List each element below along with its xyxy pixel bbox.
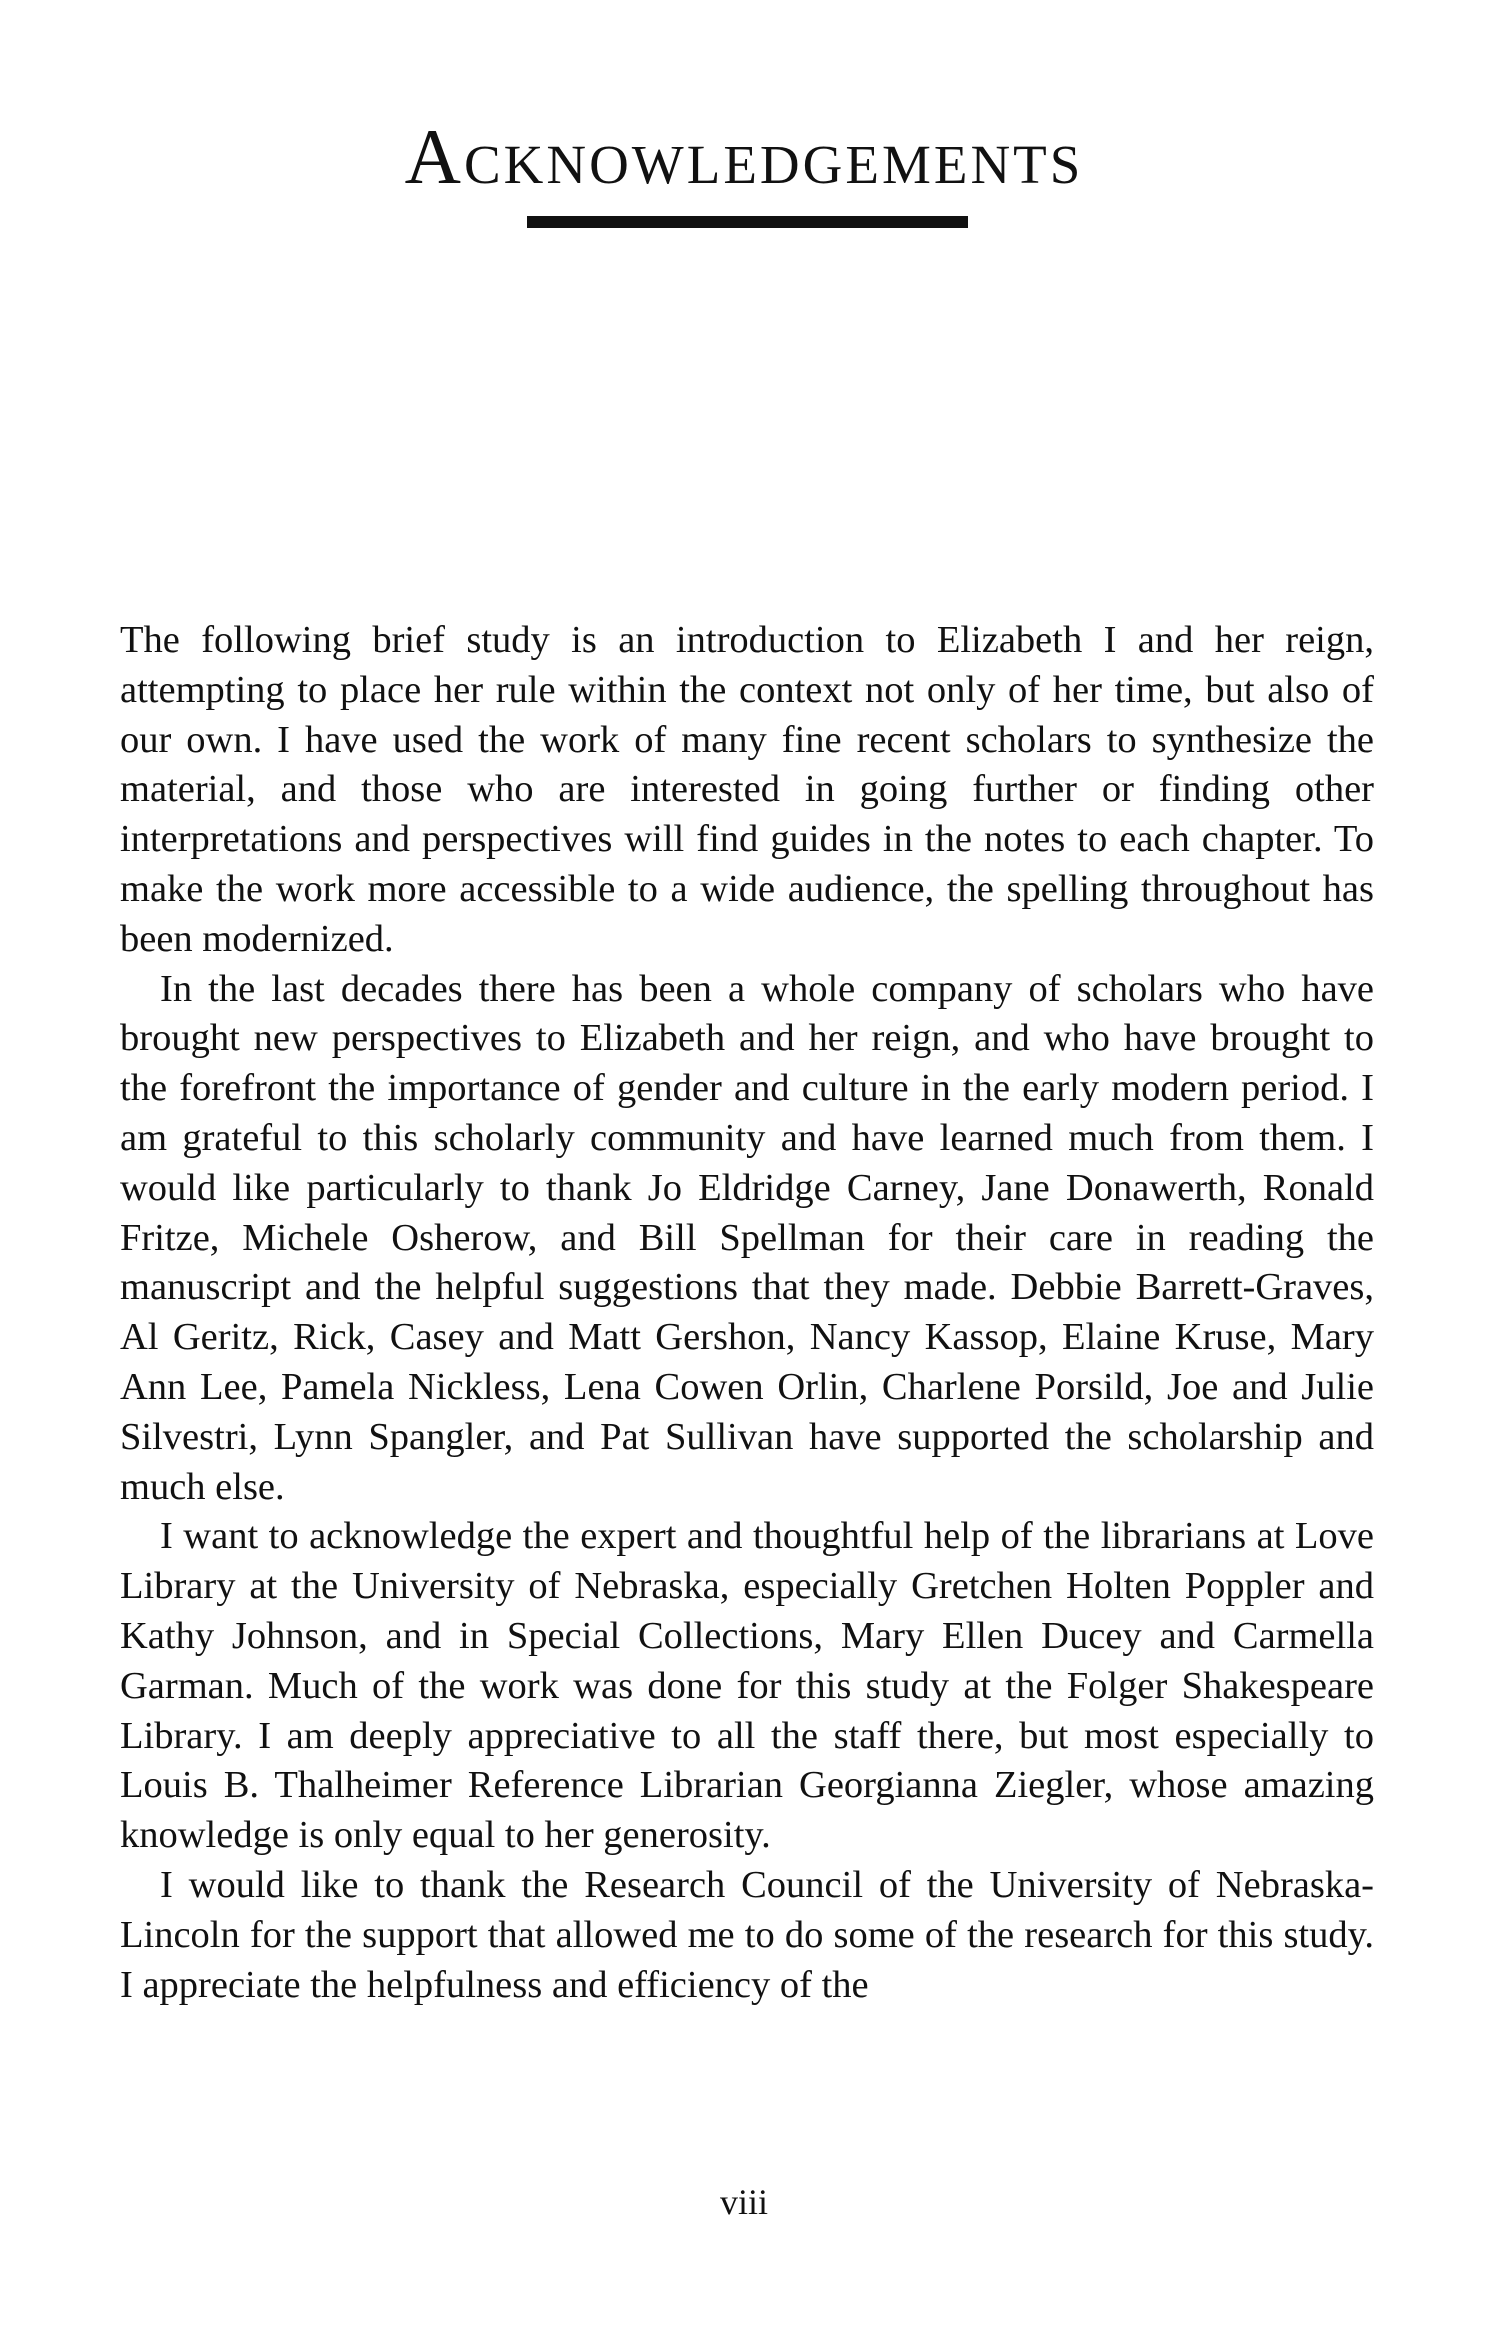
paragraph-librarians: I want to acknowledge the expert and thoughtful help of the librarians at Love Library at the University of Nebraska, especially Gretchen Holten Poppler and Kathy Johnson, and in Special Collections, Mary Ellen Ducey and Carmella Garman. Much of the work was done for this study at the Folger Shakespeare Library. I am deeply appreciative to all the staff there, but most especially to Louis B. Thalheimer Reference Librarian Georgianna Ziegler, whose amazing knowledge is only equal to her generosity. [120, 1515, 1374, 1857]
paragraph-research-council: I would like to thank the Research Council of the University of Nebraska-Lincoln for the support that allowed me to do some of the research for this study. I appreciate the helpfulness and efficiency of the [120, 1863, 1374, 2006]
paragraph-scholars: In the last decades there has been a whole company of scholars who have brought new perspectives to Elizabeth and her reign, and who have brought to the forefront the importance of gender and culture in the early modern period. I am grateful to this scholarly community and have learned much from them. I would like particularly to thank Jo Eldridge Carney, Jane Donawerth, Ronald Fritze, Michele Osherow, and Bill Spellman for their care in reading the manuscript and the helpful suggestions that they made. Debbie Barrett-Graves, Al Geritz, Rick, Casey and Matt Gershon, Nancy Kassop, Elaine Kruse, Mary Ann Lee, Pamela Nickless, Lena Cowen Orlin, Charlene Porsild, Joe and Julie Silvestri, Lynn Spangler, and Pat Sullivan have supported the scholarship and much else. [120, 967, 1374, 1508]
paragraph-intro: The following brief study is an introduction to Elizabeth I and her reign, attempting to place her rule within the context not only of her time, but also of our own. I have used the work of many fine recent scholars to synthesize the material, and those who are interested in going further or finding other interpretations and perspectives will find guides in the notes to each chapter. To make the work more accessible to a wide audience, the spelling throughout has been modernized. [120, 619, 1374, 960]
title-rule [527, 216, 968, 228]
page-number: viii [719, 2182, 768, 2222]
body-text [120, 616, 1374, 2010]
page-title: Acknowledgements [404, 113, 1084, 200]
